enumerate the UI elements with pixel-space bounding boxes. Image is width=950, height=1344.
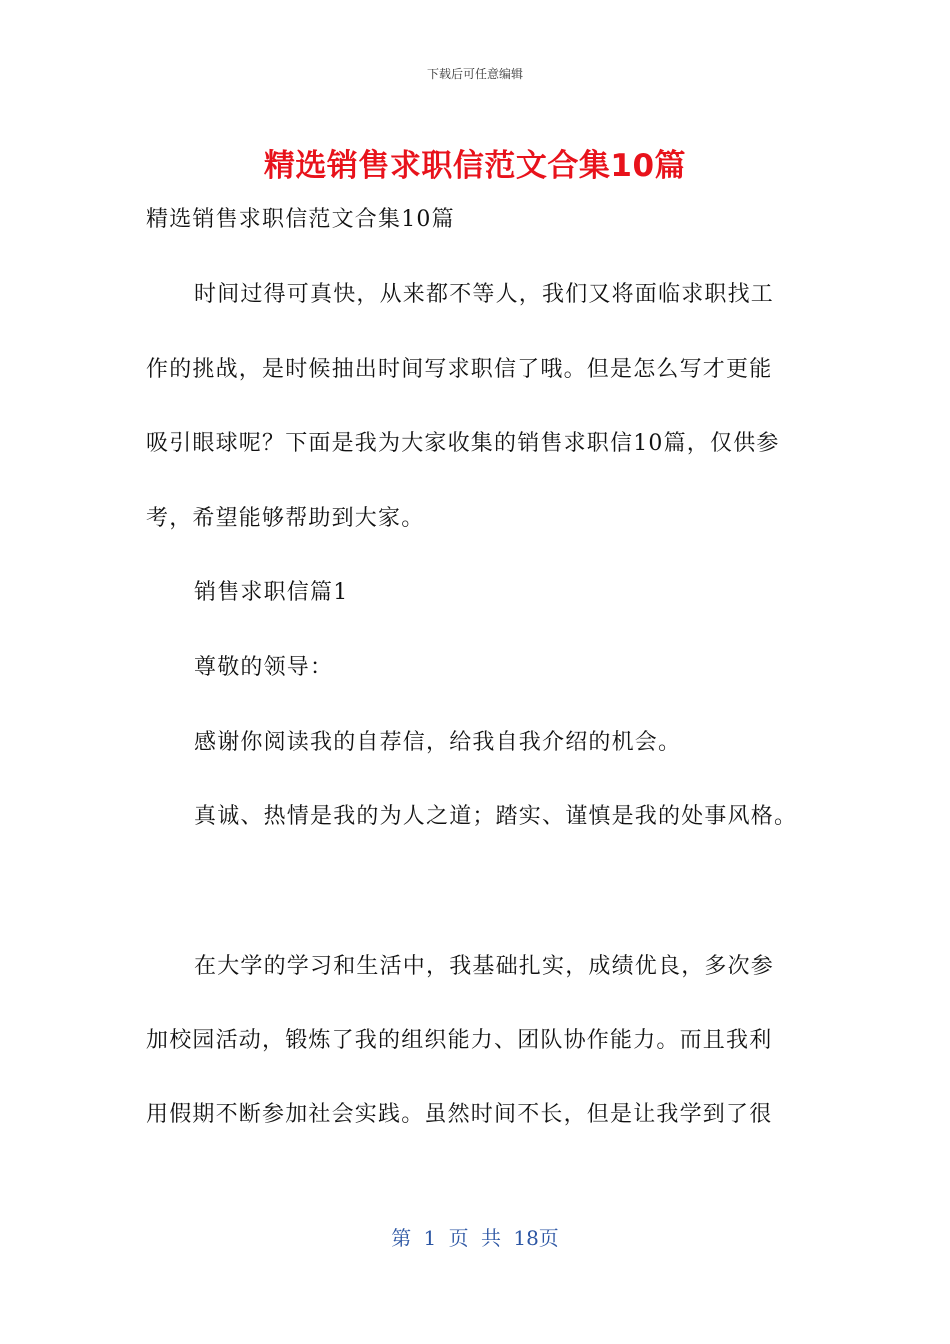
subtitle: 精选销售求职信范文合集10篇 xyxy=(146,207,455,232)
salutation: 尊敬的领导： xyxy=(194,655,334,680)
section-heading: 销售求职信篇1 xyxy=(194,580,349,605)
paragraph-1: 感谢你阅读我的自荐信，给我自我介绍的机会。 xyxy=(194,730,682,755)
paragraph-2: 真诚、热情是我的为人之道；踏实、谨慎是我的处事风格。 xyxy=(194,804,798,829)
intro-line-2: 作的挑战，是时候抽出时间写求职信了哦。但是怎么写才更能 xyxy=(146,357,773,382)
paragraph-3-line-2: 加校园活动，锻炼了我的组织能力、团队协作能力。而且我利 xyxy=(146,1028,773,1053)
paragraph-3-line-1: 在大学的学习和生活中，我基础扎实，成绩优良，多次参 xyxy=(194,954,775,979)
header-note: 下载后可任意编辑 xyxy=(426,67,523,81)
paragraph-3-line-3: 用假期不断参加社会实践。虽然时间不长，但是让我学到了很 xyxy=(146,1102,773,1127)
page-footer: 第 1 页 共 18页 xyxy=(391,1226,559,1250)
intro-line-3: 吸引眼球呢？下面是我为大家收集的销售求职信10篇，仅供参 xyxy=(146,431,780,456)
intro-line-4: 考，希望能够帮助到大家。 xyxy=(146,506,425,531)
document-title: 精选销售求职信范文合集10篇 xyxy=(263,148,687,184)
intro-line-1: 时间过得可真快，从来都不等人，我们又将面临求职找工 xyxy=(194,282,775,307)
